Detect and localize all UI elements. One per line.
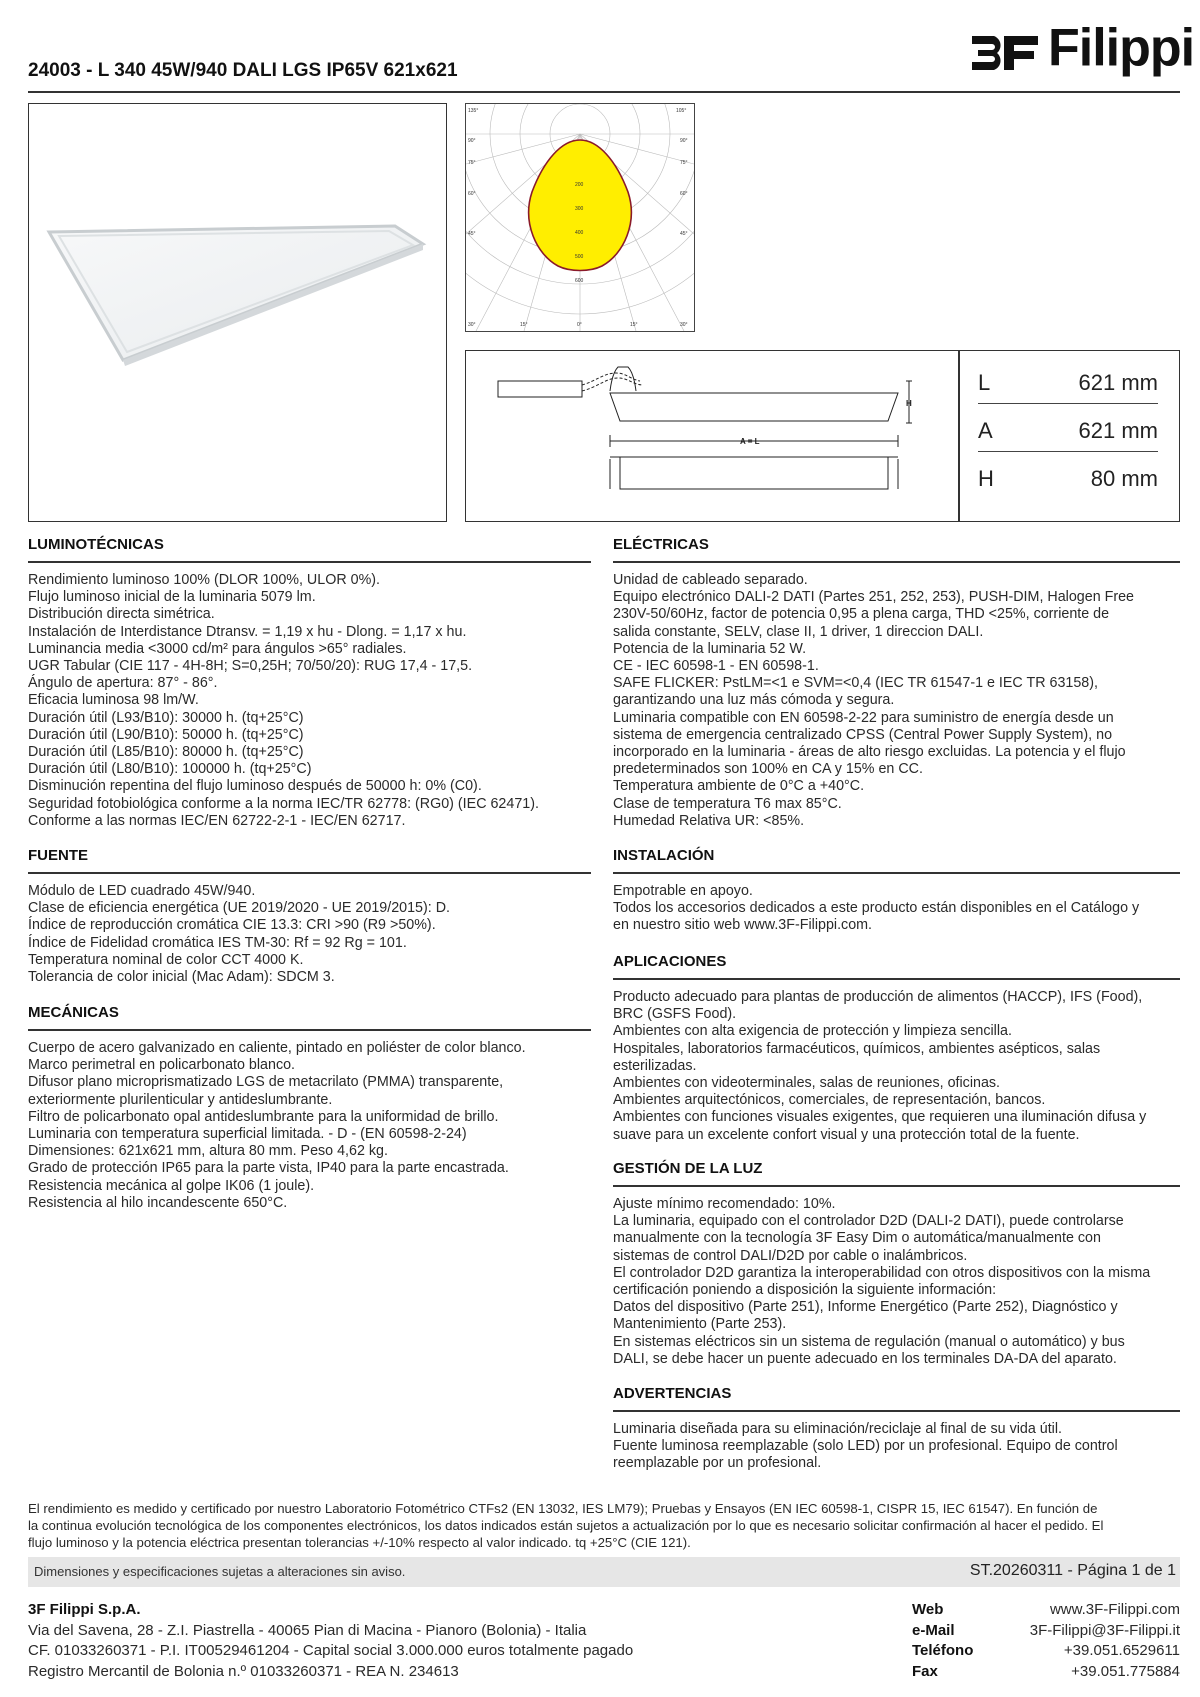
radial-label: 500 (575, 254, 584, 260)
angle-label: 45° (680, 231, 688, 237)
product-photo (28, 103, 447, 522)
angle-label: 30° (680, 322, 688, 328)
section-title-mecanicas: MECÁNICAS (28, 1004, 119, 1021)
angle-label: 45° (468, 231, 476, 237)
angle-label: 30° (468, 322, 476, 328)
section-divider (613, 872, 1180, 874)
section-divider (28, 1029, 591, 1031)
dimension-key: H (978, 466, 994, 491)
width-label: A = L (740, 437, 760, 446)
company-name: 3F Filippi S.p.A. (28, 1601, 141, 1618)
contact-web: Web www.3F-Filippi.com (912, 1600, 1180, 1621)
web-link[interactable]: www.3F-Filippi.com (1049, 1601, 1180, 1618)
section-body-aplicaciones: Producto adecuado para plantas de producción de alimentos (HACCP), IFS (Food), BRC (GSFS Food). Ambientes con alta exigencia de protección y limpieza sencilla. Hospitales, laboratorios farmacéuticos, químicos, ambientes asépticos, salas esterilizadas. Ambientes con videoterminales, salas de reuniones, oficinas. Ambientes arquitectónicos, comerciales, de representación, bancos. Ambientes con funciones visuales exigentes, que requieren una iluminación difusa y suave para un excelente confort visual y una protección total de la fuente. (613, 989, 1147, 1143)
dimension-value: 621 mm (1078, 370, 1158, 395)
section-title-fuente: FUENTE (28, 847, 88, 864)
section-divider (613, 561, 1180, 563)
contact-fax: Fax +39.051.775884 (912, 1662, 1180, 1683)
section-divider (28, 561, 591, 563)
specs-notice: Dimensiones y especificaciones sujetas a alteraciones sin aviso. (34, 1564, 406, 1579)
section-body-gestion: Ajuste mínimo recomendado: 10%. La luminaria, equipado con el controlador D2D (DALI-2 DATI), puede controlarse manualmente con la tecnología 3F Easy Dim o automática/manualmente con sistemas de control DALI/D2D por cable o inalámbricos. El controlador D2D garantiza la interoperabilidad con otros dispositivos con la misma certificación poniendo a disposición la siguiente información: Datos del dispositivo (Parte 251), Informe Energético (Parte 252), Diagnóstico y Mantenimiento (Parte 253). En sistemas eléctricos sin un sistema de regulación (manual o automático) y bus DALI, se debe hacer un puente adecuado en los terminales DA-DA del aparato. (613, 1196, 1151, 1367)
dimension-row-a (978, 412, 1158, 452)
section-title-advertencias: ADVERTENCIAS (613, 1385, 732, 1402)
header-divider (28, 91, 1180, 93)
dimension-key: A (978, 418, 993, 443)
section-divider (613, 978, 1180, 980)
photometric-curve (466, 104, 694, 331)
section-body-luminotecnicas: Rendimiento luminoso 100% (DLOR 100%, ULOR 0%). Flujo luminoso inicial de la luminaria 5079 lm. Distribución directa simétrica. Instalación de Interdistance Dtransv. = 1,19 x hu - Dlong. = 1,17 x hu. Luminancia media <3000 cd/m² para ángulos >65° radiales. UGR Tabular (CIE 117 - 4H-8H; S=0,25H; 70/50/20): RUG 17,4 - 17,5. Ángulo de apertura: 87° - 86°. Eficacia luminosa 98 lm/W. Duración útil (L93/B10): 30000 h. (tq+25°C) Duración útil (L90/B10): 50000 h. (tq+25°C) Duración útil (L85/B10): 80000 h. (tq+25°C) Duración útil (L80/B10): 100000 h. (tq+25°C) Disminución repentina del flujo luminoso después de 50000 h: 0% (C0). Seguridad fotobiológica conforme a la norma IEC/TR 62778: (RG0) (IEC 62471). Conforme a las normas IEC/EN 62722-2-1 - IEC/EN 62717. (28, 572, 539, 829)
angle-label: 105° (676, 108, 687, 114)
dimension-row-l (978, 364, 1158, 404)
angle-label: 135° (468, 108, 479, 114)
contact-phone: Teléfono +39.051.6529611 (912, 1641, 1180, 1662)
fax-number: +39.051.775884 (1071, 1662, 1180, 1680)
radial-label: 400 (575, 230, 584, 236)
section-divider (613, 1410, 1180, 1412)
brand-name: Filippi (1048, 18, 1195, 78)
company-tax-info: CF. 01033260371 - P.I. IT00529461204 - Capital social 3.000.000 euros totalmente pagado (28, 1642, 634, 1659)
section-body-instalacion: Empotrable en apoyo. Todos los accesorios dedicados a este producto están disponibles en el Catálogo y en nuestro sitio web www.3F-Filippi.com. (613, 883, 1140, 934)
section-body-mecanicas: Cuerpo de acero galvanizado en caliente, pintado en poliéster de color blanco. Marco perimetral en policarbonato blanco. Difusor plano microprismatizado LGS de metacrilato (PMMA) transparente, exteriormente plurilenticular y antideslumbrante. Filtro de policarbonato opal antideslumbrante para la uniformidad de brillo. Luminaria con temperatura superficial limitada. - D - (EN 60598-2-24) Dimensiones: 621x621 mm, altura 80 mm. Peso 4,62 kg. Grado de protección IP65 para la parte vista, IP40 para la parte encastrada. Resistencia mecánica al golpe IK06 (1 joule). Resistencia al hilo incandescente 650°C. (28, 1040, 526, 1211)
company-info (28, 1600, 633, 1682)
product-title: 24003 - L 340 45W/940 DALI LGS IP65V 621x621 (28, 60, 458, 81)
3f-logo-mark-icon (968, 24, 1048, 80)
angle-label: 60° (468, 191, 476, 197)
section-title-aplicaciones: APLICACIONES (613, 953, 727, 970)
email-link[interactable]: 3F-Filippi@3F-Filippi.it (1029, 1621, 1180, 1639)
phone-number: +39.051.6529611 (1063, 1642, 1180, 1659)
angle-label: 0° (577, 322, 582, 328)
section-body-electricas: Unidad de cableado separado. Equipo electrónico DALI-2 DATI (Partes 251, 252, 253), PUSH-DIM, Halogen Free 230V-50/60Hz, factor de potencia 0,95 a plena carga, THD <25%, corriente de salida constante, SELV, clase II, 1 driver, 1 direccion DALI. Potencia de la luminaria 52 W. CE - IEC 60598-1 - EN 60598-1. SAFE FLICKER: PstLM=<1 e SVM=<0,4 (IEC TR 61547-1 e IEC TR 63158), garantizando una luz más cómoda y segura. Luminaria compatible con EN 60598-2-22 para suministro de energía desde un sistema de emergencia centralizado CPSS (Central Power Supply System), no incorporado en la luminaria - áreas de alto riesgo excluidas. La potencia y el flujo predeterminados son 100% en CA y 15% en CC. Temperatura ambiente de 0°C a +40°C. Clase de temperatura T6 max 85°C. Humedad Relativa UR: <85%. (613, 572, 1135, 829)
section-title-gestion: GESTIÓN DE LA LUZ (613, 1160, 763, 1177)
section-title-electricas: ELÉCTRICAS (613, 536, 709, 553)
polar-diagram (465, 103, 695, 332)
angle-label: 60° (680, 191, 688, 197)
angle-label: 15° (520, 322, 528, 328)
section-body-fuente: Módulo de LED cuadrado 45W/940. Clase de eficiencia energética (UE 2019/2020 - UE 2019/2015): D. Índice de reproducción cromática CIE 13.3: CRI >90 (R9 >50%). Índice de Fidelidad cromática IES TM-30: Rf = 92 Rg = 101. Temperatura nominal de color CCT 4000 K. Tolerancia de color inicial (Mac Adam): SDCM 3. (28, 883, 451, 986)
company-registry: Registro Mercantil de Bolonia n.º 01033260371 - REA N. 234613 (28, 1662, 459, 1680)
radial-label: 200 (575, 182, 584, 188)
technical-drawing (466, 351, 958, 521)
contact-info (912, 1600, 1180, 1682)
angle-label: 90° (680, 138, 688, 144)
contact-email: e-Mail 3F-Filippi@3F-Filippi.it (912, 1621, 1180, 1642)
section-body-advertencias: Luminaria diseñada para su eliminación/reciclaje al final de su vida útil. Fuente luminosa reemplazable (solo LED) por un profesional. Equipo de control reemplazable por un profesional. (613, 1421, 1118, 1472)
company-address: Via del Savena, 28 - Z.I. Piastrella - 40065 Pian di Macina - Pianoro (Bolonia) - Italia (28, 1621, 587, 1639)
section-title-luminotecnicas: LUMINOTÉCNICAS (28, 536, 164, 553)
height-label: H (906, 399, 912, 408)
dimension-value: 80 mm (1090, 466, 1158, 491)
disclaimer-text: El rendimiento es medido y certificado por nuestro Laboratorio Fotométrico CTFs2 (EN 13032, IES LM79); Pruebas y Ensayos (EN IEC 60598-1, CISPR 15, IEC 61547). En función de la continua evolución tecnológica de los componentes electrónicos, los datos indicados están sujetos a actualización por lo que es necesario solicitar confirmación al hacer el pedido. El flujo luminoso y la potencia eléctrica presentan tolerancias +/-10% respecto al valor indicado. tq +25°C (CIE 121). (28, 1501, 1104, 1550)
dimension-key: L (978, 370, 991, 395)
angle-label: 75° (468, 160, 476, 166)
section-divider (613, 1185, 1180, 1187)
angle-label: 75° (680, 160, 688, 166)
angle-label: 90° (468, 138, 476, 144)
section-divider (28, 872, 591, 874)
angle-label: 15° (630, 322, 638, 328)
dimension-separator (958, 350, 960, 522)
dimension-row-h (978, 460, 1158, 500)
section-title-instalacion: INSTALACIÓN (613, 847, 715, 864)
radial-label: 300 (575, 206, 584, 212)
footer-notice-bar (28, 1557, 1180, 1587)
page-reference: ST.20260311 - Página 1 de 1 (969, 1562, 1176, 1579)
panel-luminaire-image (29, 104, 445, 520)
dimension-value: 621 mm (1078, 418, 1158, 443)
radial-label: 600 (575, 278, 584, 284)
